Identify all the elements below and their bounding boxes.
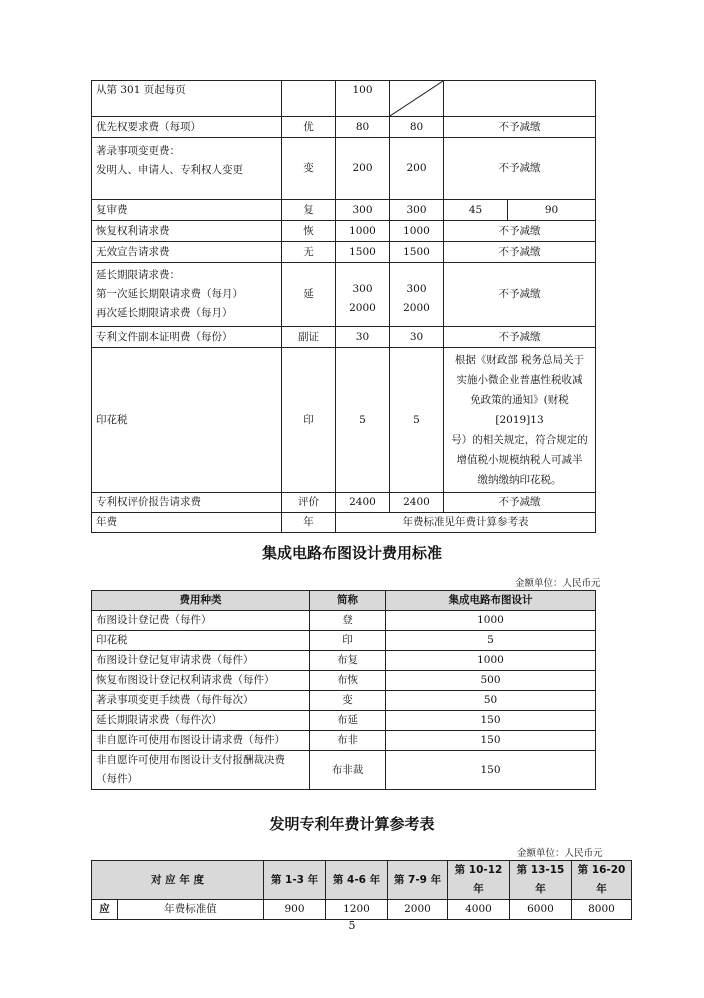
stamp-tax-note: 根据《财政部 税务总局关于 实施小微企业普惠性税收减 免政策的通知》(财税[2019]13 号）的相关规定，符合规定的 增值税小规模纳税人可减半 缴纳缴纳印花税。 <box>444 348 596 493</box>
table-row: 应 年费标准值 900 1200 2000 4000 6000 8000 <box>92 900 632 920</box>
ic-unit-label: 金额单位：人民币元 <box>515 578 601 589</box>
table-header: 对 应 年 度 第 1-3 年 第 4-6 年 第 7-9 年 第 10-12 年 第 13-15 年 第 16-20 年 <box>92 861 632 900</box>
fee-table <box>91 80 596 533</box>
annual-fee-table <box>91 860 632 920</box>
table-row: 印花税 印 5 <box>92 631 596 651</box>
table-row: 布图设计登记费（每件） 登 1000 <box>92 611 596 631</box>
table-row: 延长期限请求费（每件次） 布延 150 <box>92 711 596 731</box>
table-row: 著录事项变更费： 发明人、申请人、专利权人变更 变 200 200 不予减缴 <box>92 138 596 200</box>
table-row: 著录事项变更手续费（每件每次） 变 50 <box>92 691 596 711</box>
table-row: 复审费 复 300 300 45 90 <box>92 200 596 221</box>
table-row: 非自愿许可使用布图设计支付报酬裁决费 （每件） 布非裁 150 <box>92 751 596 790</box>
page-number: 5 <box>348 919 356 932</box>
annual-fee-title: 发明专利年费计算参考表 <box>269 815 435 833</box>
table-row: 专利文件副本证明费（每份） 副证 30 30 不予减缴 <box>92 327 596 348</box>
table-header: 费用种类 简称 集成电路布图设计 <box>92 591 596 611</box>
table-row: 专利权评价报告请求费 评价 2400 2400 不予减缴 <box>92 493 596 513</box>
table-row: 非自愿许可使用布图设计请求费（每件） 布非 150 <box>92 731 596 751</box>
table-row: 印花税 印 5 5 根据《财政部 税务总局关于 实施小微企业普惠性税收减 免政策的通知》(财税[2019]13 号）的相关规定，符合规定的 增值税小规模纳税人可减半 缴纳缴纳印花税。 <box>92 348 596 493</box>
table-row: 无效宣告请求费 无 1500 1500 不予减缴 <box>92 242 596 263</box>
diagonal-cell <box>390 81 444 117</box>
table-row: 恢复权利请求费 恢 1000 1000 不予减缴 <box>92 221 596 242</box>
ic-fee-table <box>91 590 596 790</box>
table-row: 从第 301 页起每页 100 <box>92 81 596 117</box>
table-row: 年费 年 年费标准见年费计算参考表 <box>92 513 596 533</box>
table-row: 延长期限请求费： 第一次延长期限请求费（每月） 再次延长期限请求费（每月） 延 300 2000 300 2000 不予减缴 <box>92 263 596 327</box>
table-row: 恢复布图设计登记权利请求费（每件） 布恢 500 <box>92 671 596 691</box>
ic-fee-title: 集成电路布图设计费用标准 <box>261 544 442 562</box>
table-row: 布图设计登记复审请求费（每件） 布复 1000 <box>92 651 596 671</box>
table-row: 优先权要求费（每项） 优 80 80 不予减缴 <box>92 117 596 138</box>
annual-unit-label: 金额单位：人民币元 <box>517 848 603 859</box>
